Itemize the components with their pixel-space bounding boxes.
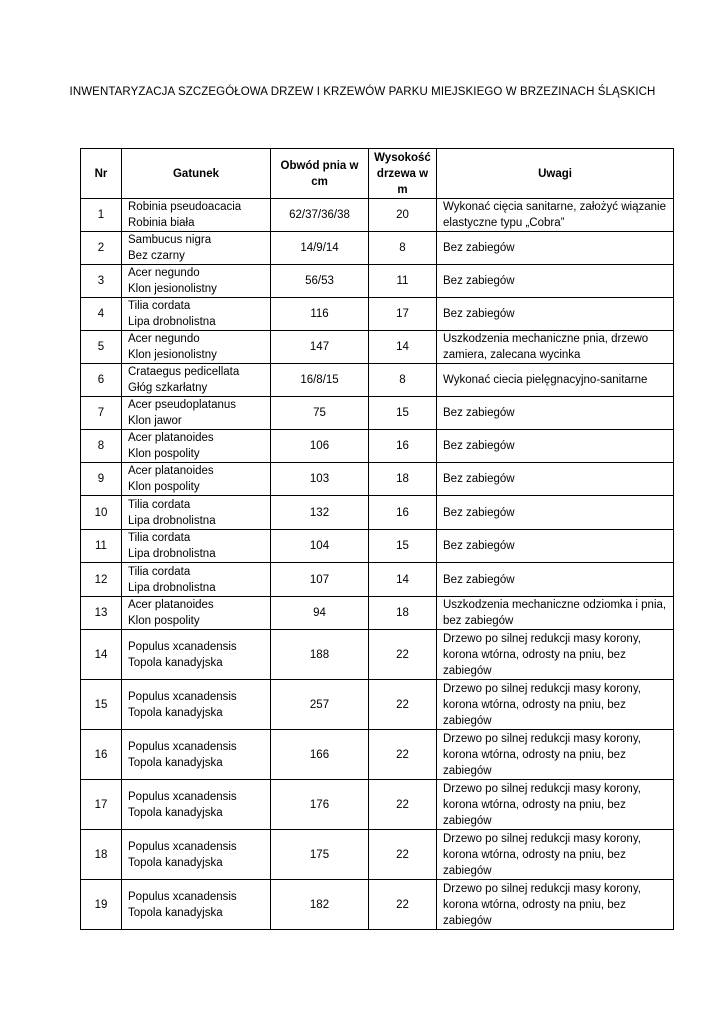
cell-wysokosc: 14: [369, 563, 437, 597]
species-polish-name: Lipa drobnolistna: [128, 316, 216, 328]
cell-nr: 10: [81, 496, 122, 530]
species-polish-name: Klon pospolity: [128, 615, 200, 627]
cell-obwod: 147: [271, 331, 369, 364]
cell-wysokosc: 16: [369, 430, 437, 463]
cell-obwod: 94: [271, 597, 369, 630]
cell-uwagi: Drzewo po silnej redukcji masy korony, korona wtórna, odrosty na pniu, bez zabiegów: [437, 880, 674, 930]
cell-gatunek: [122, 232, 271, 265]
cell-nr: 5: [81, 331, 122, 364]
cell-obwod: 116: [271, 298, 369, 331]
species-latin-name: Acer platanoides: [128, 432, 214, 444]
species-latin-name: Tilia cordata: [128, 565, 191, 578]
cell-uwagi: Drzewo po silnej redukcji masy korony, korona wtórna, odrosty na pniu, bez zabiegów: [437, 730, 674, 780]
cell-nr: 4: [81, 298, 122, 331]
species-latin-name: Acer negundo: [128, 333, 200, 345]
cell-nr: 14: [81, 630, 122, 680]
species-polish-name: Lipa drobnolistna: [128, 581, 216, 594]
cell-wysokosc: 22: [369, 880, 437, 930]
cell-uwagi: Drzewo po silnej redukcji masy korony, korona wtórna, odrosty na pniu, bez zabiegów: [437, 780, 674, 830]
cell-obwod: 75: [271, 397, 369, 430]
species-polish-name: Klon pospolity: [128, 481, 200, 493]
cell-obwod: 107: [271, 563, 369, 597]
species-latin-name: Populus xcanadensis: [128, 840, 237, 853]
species-latin-name: Tilia cordata: [128, 300, 191, 312]
cell-wysokosc: 15: [369, 397, 437, 430]
table-row: [81, 364, 674, 397]
species-latin-name: Tilia cordata: [128, 532, 191, 544]
cell-uwagi: Wykonać cięcia sanitarne, założyć wiązanie elastyczne typu „Cobra”: [437, 199, 674, 232]
cell-nr: 18: [81, 830, 122, 880]
cell-wysokosc: 22: [369, 780, 437, 830]
cell-wysokosc: 17: [369, 298, 437, 331]
species-polish-name: Klon jawor: [128, 415, 182, 427]
cell-wysokosc: 18: [369, 463, 437, 496]
cell-uwagi: Bez zabiegów: [437, 430, 674, 463]
cell-uwagi: Bez zabiegów: [437, 463, 674, 496]
cell-wysokosc: 22: [369, 630, 437, 680]
inventory-table: [80, 148, 674, 930]
table-row: [81, 298, 674, 331]
cell-nr: 12: [81, 563, 122, 597]
table-row: [81, 331, 674, 364]
cell-uwagi: Uszkodzenia mechaniczne pnia, drzewo zamiera, zalecana wycinka: [437, 331, 674, 364]
cell-gatunek: [122, 530, 271, 563]
table-row: [81, 463, 674, 496]
cell-nr: 8: [81, 430, 122, 463]
cell-uwagi: Bez zabiegów: [437, 563, 674, 597]
cell-uwagi: Bez zabiegów: [437, 496, 674, 530]
species-polish-name: Klon jesionolistny: [128, 283, 217, 295]
cell-obwod: 257: [271, 680, 369, 730]
cell-uwagi: Wykonać ciecia pielęgnacyjno-sanitarne: [437, 364, 674, 397]
table-row: [81, 232, 674, 265]
cell-gatunek: [122, 463, 271, 496]
cell-uwagi: Uszkodzenia mechaniczne odziomka i pnia, bez zabiegów: [437, 597, 674, 630]
cell-nr: 19: [81, 880, 122, 930]
cell-uwagi: Bez zabiegów: [437, 232, 674, 265]
table-row: [81, 530, 674, 563]
cell-nr: 7: [81, 397, 122, 430]
species-latin-name: Populus xcanadensis: [128, 790, 237, 803]
cell-gatunek: [122, 397, 271, 430]
column-header-nr: Nr: [81, 149, 122, 199]
column-header-uwagi: Uwagi: [437, 149, 674, 199]
table-row: [81, 880, 674, 930]
table-row: [81, 597, 674, 630]
table-row: [81, 496, 674, 530]
cell-uwagi: Drzewo po silnej redukcji masy korony, korona wtórna, odrosty na pniu, bez zabiegów: [437, 630, 674, 680]
species-latin-name: Populus xcanadensis: [128, 690, 237, 703]
cell-wysokosc: 22: [369, 830, 437, 880]
cell-gatunek: [122, 563, 271, 597]
species-latin-name: Sambucus nigra: [128, 234, 212, 246]
cell-gatunek: [122, 780, 271, 830]
cell-obwod: 56/53: [271, 265, 369, 298]
species-latin-name: Tilia cordata: [128, 498, 191, 511]
cell-uwagi: Bez zabiegów: [437, 265, 674, 298]
cell-obwod: 175: [271, 830, 369, 880]
species-polish-name: Głóg szkarłatny: [128, 382, 208, 394]
cell-nr: 3: [81, 265, 122, 298]
cell-wysokosc: 22: [369, 680, 437, 730]
cell-nr: 1: [81, 199, 122, 232]
cell-uwagi: Drzewo po silnej redukcji masy korony, korona wtórna, odrosty na pniu, bez zabiegów: [437, 830, 674, 880]
species-latin-name: Acer negundo: [128, 267, 200, 279]
table-row: [81, 397, 674, 430]
cell-wysokosc: 11: [369, 265, 437, 298]
species-polish-name: Topola kanadyjska: [128, 906, 223, 919]
table-row: [81, 430, 674, 463]
cell-obwod: 104: [271, 530, 369, 563]
table-row: [81, 199, 674, 232]
cell-gatunek: [122, 265, 271, 298]
cell-nr: 16: [81, 730, 122, 780]
cell-nr: 6: [81, 364, 122, 397]
table-row: [81, 780, 674, 830]
page-title: INWENTARYZACJA SZCZEGÓŁOWA DRZEW I KRZEWÓW PARKU MIEJSKIEGO W BRZEZINACH ŚLĄSKICH: [69, 86, 656, 98]
cell-gatunek: [122, 880, 271, 930]
cell-gatunek: [122, 496, 271, 530]
cell-gatunek: [122, 430, 271, 463]
cell-gatunek: [122, 680, 271, 730]
species-polish-name: Topola kanadyjska: [128, 856, 223, 869]
column-header-gatunek: Gatunek: [122, 149, 271, 199]
cell-gatunek: [122, 597, 271, 630]
cell-gatunek: [122, 364, 271, 397]
species-latin-name: Robinia pseudoacacia: [128, 201, 242, 213]
cell-gatunek: [122, 730, 271, 780]
table-row: [81, 830, 674, 880]
cell-obwod: 14/9/14: [271, 232, 369, 265]
cell-gatunek: [122, 199, 271, 232]
cell-wysokosc: 20: [369, 199, 437, 232]
cell-obwod: 182: [271, 880, 369, 930]
cell-uwagi: Bez zabiegów: [437, 298, 674, 331]
cell-nr: 13: [81, 597, 122, 630]
species-polish-name: Klon jesionolistny: [128, 349, 217, 361]
species-latin-name: Populus xcanadensis: [128, 890, 237, 903]
cell-obwod: 188: [271, 630, 369, 680]
species-latin-name: Acer pseudoplatanus: [128, 399, 237, 411]
species-polish-name: Topola kanadyjska: [128, 656, 223, 669]
cell-gatunek: [122, 630, 271, 680]
table-row: [81, 563, 674, 597]
cell-uwagi: Bez zabiegów: [437, 397, 674, 430]
table-row: [81, 630, 674, 680]
cell-obwod: 166: [271, 730, 369, 780]
table-row: [81, 730, 674, 780]
cell-gatunek: [122, 298, 271, 331]
species-polish-name: Lipa drobnolistna: [128, 514, 216, 527]
cell-wysokosc: 14: [369, 331, 437, 364]
cell-obwod: 106: [271, 430, 369, 463]
cell-nr: 2: [81, 232, 122, 265]
species-polish-name: Topola kanadyjska: [128, 706, 223, 719]
species-polish-name: Bez czarny: [128, 250, 185, 262]
species-polish-name: Robinia biała: [128, 217, 195, 229]
cell-obwod: 62/37/36/38: [271, 199, 369, 232]
cell-nr: 17: [81, 780, 122, 830]
species-latin-name: Acer platanoides: [128, 465, 214, 477]
cell-obwod: 132: [271, 496, 369, 530]
species-polish-name: Topola kanadyjska: [128, 806, 223, 819]
cell-gatunek: [122, 830, 271, 880]
cell-nr: 9: [81, 463, 122, 496]
cell-wysokosc: 18: [369, 597, 437, 630]
cell-wysokosc: 8: [369, 232, 437, 265]
cell-wysokosc: 15: [369, 530, 437, 563]
cell-obwod: 16/8/15: [271, 364, 369, 397]
species-latin-name: Populus xcanadensis: [128, 740, 237, 753]
cell-obwod: 176: [271, 780, 369, 830]
species-latin-name: Crataegus pedicellata: [128, 366, 240, 378]
cell-uwagi: Drzewo po silnej redukcji masy korony, korona wtórna, odrosty na pniu, bez zabiegów: [437, 680, 674, 730]
cell-obwod: 103: [271, 463, 369, 496]
species-latin-name: Populus xcanadensis: [128, 640, 237, 653]
table-header-row: [81, 149, 674, 199]
species-latin-name: Acer platanoides: [128, 599, 214, 611]
cell-gatunek: [122, 331, 271, 364]
cell-nr: 15: [81, 680, 122, 730]
column-header-obwod: Obwód pnia w cm: [271, 149, 369, 199]
cell-wysokosc: 8: [369, 364, 437, 397]
cell-wysokosc: 16: [369, 496, 437, 530]
cell-uwagi: Bez zabiegów: [437, 530, 674, 563]
cell-nr: 11: [81, 530, 122, 563]
column-header-wysokosc: Wysokość drzewa w m: [369, 149, 437, 199]
species-polish-name: Klon pospolity: [128, 448, 200, 460]
species-polish-name: Lipa drobnolistna: [128, 548, 216, 560]
table-row: [81, 680, 674, 730]
table-row: [81, 265, 674, 298]
species-polish-name: Topola kanadyjska: [128, 756, 223, 769]
cell-wysokosc: 22: [369, 730, 437, 780]
